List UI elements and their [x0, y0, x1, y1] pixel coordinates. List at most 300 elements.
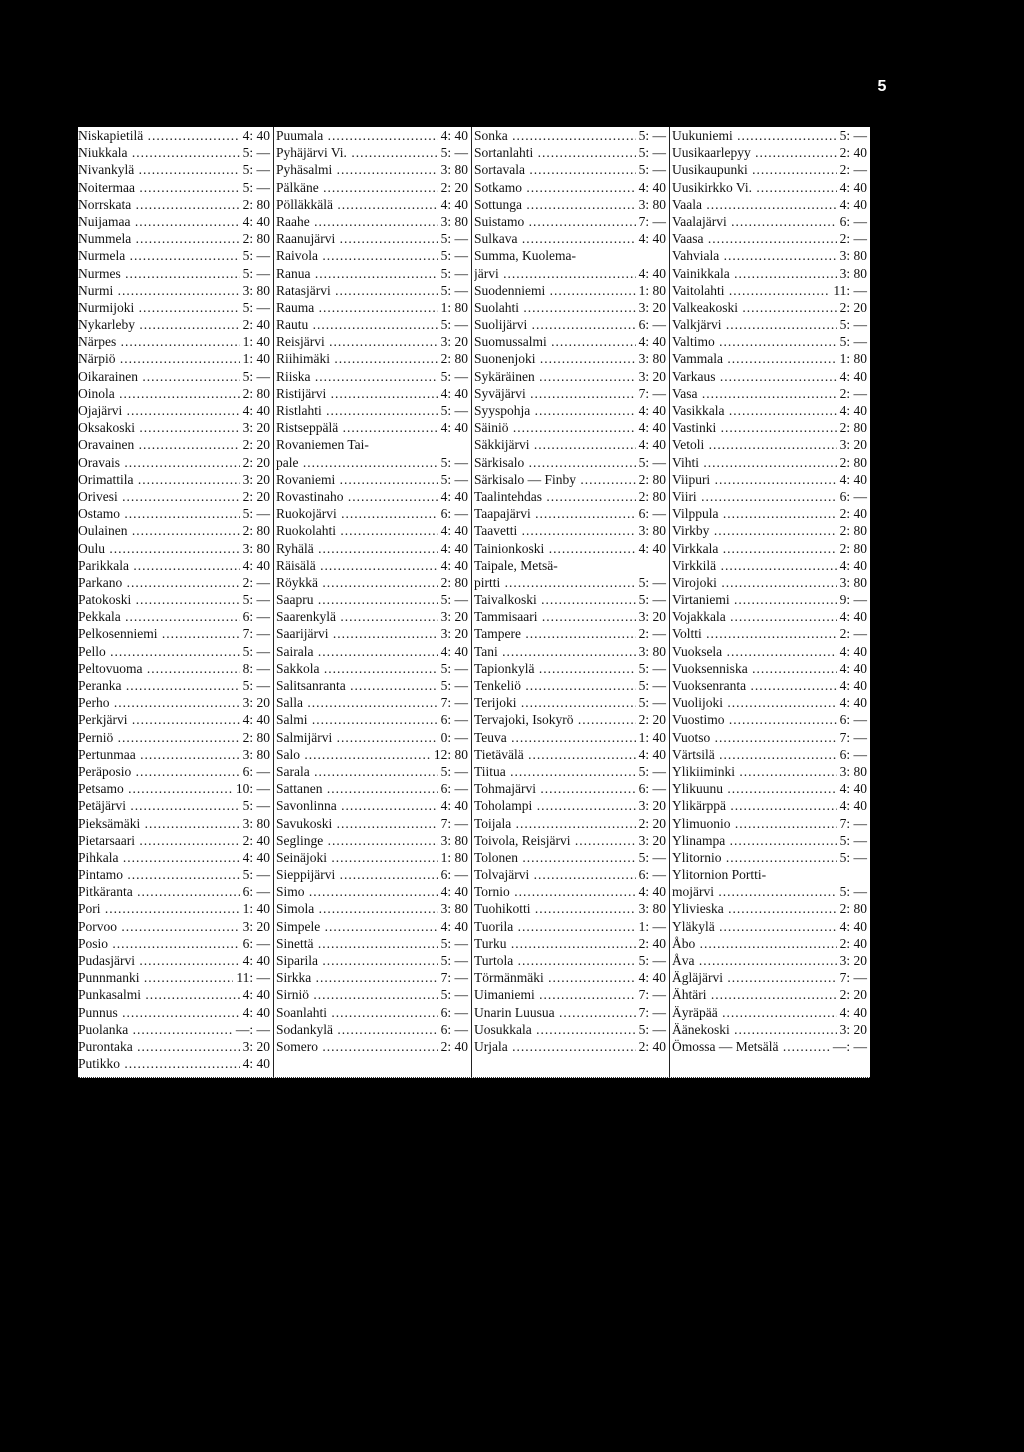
place-name: Turtola .....: [474, 952, 636, 969]
rate-value: 6: —: [839, 488, 867, 504]
list-item: [474, 402, 669, 419]
place-name: Saapru .....: [276, 591, 438, 608]
list-item: [276, 711, 471, 728]
place-name: Vaala .....: [672, 196, 837, 213]
list-item: [276, 918, 471, 935]
list-item: [78, 557, 273, 574]
list-item: [672, 849, 870, 866]
place-name: Tani .....: [474, 643, 636, 660]
list-item: [474, 918, 669, 935]
place-name: Virkkilä .....: [672, 557, 837, 574]
rate-value: 5: —: [440, 248, 468, 264]
list-item: [276, 986, 471, 1003]
place-name: Tampere .....: [474, 625, 636, 642]
list-item: [474, 780, 669, 797]
place-name: Sortavala .....: [474, 161, 636, 178]
place-name: Nurmes .....: [78, 265, 240, 282]
rate-value: 2: 80: [839, 540, 867, 556]
place-name: Vihti .....: [672, 454, 837, 471]
place-name: Vahviala .....: [672, 247, 837, 264]
list-item: [276, 763, 471, 780]
rate-value: 5: —: [440, 145, 468, 161]
list-item: [474, 969, 669, 986]
place-name: Simo .....: [276, 883, 438, 900]
place-name: Punkasalmi .....: [78, 986, 240, 1003]
rate-value: 5: —: [440, 317, 468, 333]
rate-value: 7: —: [638, 213, 666, 229]
list-item: [474, 608, 669, 625]
rate-value: 3: 80: [839, 265, 867, 281]
list-item: [276, 299, 471, 316]
place-name: Pälkäne .....: [276, 179, 438, 196]
place-name: Pudasjärvi .....: [78, 952, 240, 969]
list-item: [78, 436, 273, 453]
place-name: Nummela .....: [78, 230, 240, 247]
rate-value: 2: —: [839, 626, 867, 642]
list-item: [672, 196, 870, 213]
rate-value: 4: 40: [440, 540, 468, 556]
place-name: Åva .....: [672, 952, 837, 969]
list-item: [672, 952, 870, 969]
place-name: Virkkala .....: [672, 540, 837, 557]
place-name: Peltovuoma .....: [78, 660, 240, 677]
place-name: Vuostimo .....: [672, 711, 837, 728]
place-name: Soanlahti .....: [276, 1004, 438, 1021]
rate-value: 5: —: [440, 403, 468, 418]
rate-value: 3: 80: [638, 643, 666, 659]
rate-value: 11: —: [833, 282, 867, 298]
rate-value: 2: 80: [638, 488, 666, 504]
rate-value: 4: 40: [839, 557, 867, 573]
place-name: Pekkala .....: [78, 608, 240, 625]
list-item: [474, 849, 669, 866]
rate-value: 12: 80: [433, 746, 468, 762]
place-name: Värtsilä .....: [672, 746, 837, 763]
rate-value: 6: —: [839, 712, 867, 728]
rate-value: 4: 40: [839, 678, 867, 693]
rate-value: 6: —: [440, 867, 468, 883]
list-item: [78, 419, 273, 436]
rate-value: 4: 40: [440, 798, 468, 814]
place-name: Teuva .....: [474, 729, 636, 746]
place-name: Raahe .....: [276, 213, 438, 230]
rate-value: 5: —: [440, 763, 468, 779]
place-name: Vasa .....: [672, 385, 837, 402]
list-item: [672, 179, 870, 196]
place-name: Uusikaupunki .....: [672, 161, 837, 178]
list-item: [672, 299, 870, 316]
rate-value: 4: 40: [440, 196, 468, 212]
place-name: Ylikuunu .....: [672, 780, 837, 797]
place-name: Parkano .....: [78, 574, 240, 591]
list-item: [672, 797, 870, 814]
place-name: Ranua .....: [276, 265, 438, 282]
list-item: [276, 952, 471, 969]
place-name: Vuoksela .....: [672, 643, 837, 660]
list-item: [672, 746, 870, 763]
table-column: [78, 127, 274, 1077]
list-item: [474, 230, 669, 247]
list-item: [474, 557, 669, 574]
rate-value: 5: —: [242, 248, 270, 264]
place-name: Punnus .....: [78, 1004, 240, 1021]
rate-value: 4: 40: [242, 849, 270, 865]
list-item: [672, 333, 870, 350]
rate-value: 3: 20: [440, 334, 468, 350]
place-name: Ylitornion Portti-: [672, 867, 767, 883]
rate-value: 6: —: [440, 1021, 468, 1037]
rate-value: 2: 40: [440, 1038, 468, 1054]
list-item: [474, 522, 669, 539]
list-item: [78, 849, 273, 866]
place-name: pale .....: [276, 454, 438, 471]
place-name: Ähtäri .....: [672, 986, 837, 1003]
list-item: [474, 660, 669, 677]
place-name: Norrskata .....: [78, 196, 240, 213]
rate-value: 3: 20: [242, 1038, 270, 1054]
rate-value: 6: —: [839, 746, 867, 762]
list-item: [78, 711, 273, 728]
rate-value: 3: 20: [242, 695, 270, 711]
rate-value: 1: 40: [242, 901, 270, 917]
list-item: [78, 883, 273, 900]
list-item: [276, 660, 471, 677]
place-name: Toijala .....: [474, 815, 636, 832]
rate-value: 4: 40: [440, 488, 468, 504]
list-item: [276, 316, 471, 333]
list-item: [276, 849, 471, 866]
place-name: Seinäjoki .....: [276, 849, 438, 866]
place-name: Suonenjoki .....: [474, 350, 636, 367]
rate-value: 3: 80: [242, 746, 270, 762]
list-item: [78, 625, 273, 642]
place-name: Unarin Luusua .....: [474, 1004, 636, 1021]
place-name: Pelkosenniemi .....: [78, 625, 240, 642]
rate-value: 7: —: [638, 1004, 666, 1020]
list-item: [276, 1038, 471, 1055]
list-item: [672, 505, 870, 522]
list-item: [474, 368, 669, 385]
list-item: [474, 179, 669, 196]
list-item: [672, 918, 870, 935]
rate-value: 4: 40: [242, 953, 270, 968]
place-name: Voltti .....: [672, 625, 837, 642]
place-name: Vuoksenranta .....: [672, 677, 837, 694]
list-item: [276, 883, 471, 900]
list-item: [672, 711, 870, 728]
rate-value: 3: 80: [638, 523, 666, 539]
place-name: Ylivieska .....: [672, 900, 837, 917]
place-name: Uukuniemi .....: [672, 127, 837, 144]
list-item: [78, 900, 273, 917]
place-name: Vastinki .....: [672, 419, 837, 436]
rate-value: 11: —: [236, 970, 270, 986]
rate-value: 3: 80: [638, 351, 666, 367]
place-name: Salla .....: [276, 694, 438, 711]
rate-value: 3: 80: [638, 196, 666, 212]
list-item: [474, 866, 669, 883]
list-item: [276, 179, 471, 196]
rate-value: 7: —: [638, 385, 666, 401]
rate-value: 3: 20: [638, 798, 666, 814]
rate-value: 5: —: [638, 849, 666, 865]
list-item: [474, 952, 669, 969]
rate-value: 2: 40: [638, 935, 666, 951]
list-item: [672, 832, 870, 849]
rate-value: 5: —: [440, 471, 468, 487]
rate-value: 6: —: [638, 317, 666, 333]
table-column: [276, 127, 472, 1077]
rate-value: 2: —: [638, 626, 666, 642]
list-item: [672, 522, 870, 539]
place-name: Åbo .....: [672, 935, 837, 952]
rate-value: 4: 40: [839, 609, 867, 625]
list-item: [78, 402, 273, 419]
list-item: [276, 265, 471, 282]
rate-value: 1: —: [638, 918, 666, 934]
place-name: Röykkä .....: [276, 574, 438, 591]
place-name: Pieksämäki .....: [78, 815, 240, 832]
place-name: järvi .....: [474, 265, 636, 282]
place-name: Uusikirkko Vi. .....: [672, 179, 837, 196]
list-item: [672, 350, 870, 367]
list-item: [78, 522, 273, 539]
rate-value: 4: 40: [839, 781, 867, 797]
place-name: Rovaniemi .....: [276, 471, 438, 488]
rate-value: 2: 80: [638, 471, 666, 487]
list-item: [276, 230, 471, 247]
place-name: Ruokojärvi .....: [276, 505, 438, 522]
list-item: [474, 900, 669, 917]
rate-value: 2: 40: [638, 1038, 666, 1054]
place-name: Taavetti .....: [474, 522, 636, 539]
place-name: Nurmi .....: [78, 282, 240, 299]
rate-value: 3: 20: [638, 368, 666, 384]
place-name: Nivankylä .....: [78, 161, 240, 178]
rate-value: 6: —: [440, 712, 468, 728]
rate-value: 2: 80: [839, 523, 867, 539]
place-name: Vammala .....: [672, 350, 837, 367]
list-item: [78, 694, 273, 711]
rate-value: 2: 20: [440, 179, 468, 195]
list-item: [672, 213, 870, 230]
place-name: Äänekoski .....: [672, 1021, 837, 1038]
place-name: Ruokolahti .....: [276, 522, 438, 539]
list-item: [78, 969, 273, 986]
list-item: [474, 797, 669, 814]
rate-value: 7: —: [440, 695, 468, 711]
rate-value: 4: 40: [440, 128, 468, 143]
rate-value: 4: 40: [839, 196, 867, 212]
rate-value: 2: —: [839, 385, 867, 401]
place-name: Oulainen .....: [78, 522, 240, 539]
list-item: [276, 815, 471, 832]
place-name: Sattanen .....: [276, 780, 438, 797]
list-item: [78, 608, 273, 625]
rate-value: 4: 40: [242, 1004, 270, 1020]
place-name: Oulu .....: [78, 540, 240, 557]
place-name: Reisjärvi .....: [276, 333, 438, 350]
list-item: [276, 522, 471, 539]
place-name: Virkby .....: [672, 522, 837, 539]
rate-value: 8: —: [242, 660, 270, 676]
rate-value: 2: 80: [242, 729, 270, 745]
rate-value: 3: 20: [839, 1021, 867, 1037]
list-item: [672, 780, 870, 797]
rate-value: 3: 20: [440, 626, 468, 642]
list-item: [276, 282, 471, 299]
list-item: [474, 883, 669, 900]
list-item: [78, 591, 273, 608]
rate-value: 5: —: [638, 162, 666, 178]
rate-value: 2: 80: [242, 523, 270, 539]
rate-value: 5: —: [839, 884, 867, 900]
list-item: [78, 505, 273, 522]
list-item: [672, 1004, 870, 1021]
place-name: Ostamo .....: [78, 505, 240, 522]
rate-value: 3: 20: [242, 420, 270, 436]
list-item: [276, 247, 471, 264]
list-item: [672, 265, 870, 282]
place-name: Sottunga .....: [474, 196, 636, 213]
place-name: Rauma .....: [276, 299, 438, 316]
rate-value: 6: —: [638, 506, 666, 522]
list-item: [672, 763, 870, 780]
list-item: [672, 1021, 870, 1038]
list-item: [672, 419, 870, 436]
rate-value: 6: —: [440, 1004, 468, 1020]
place-name: pirtti .....: [474, 574, 636, 591]
place-name: Saarijärvi .....: [276, 625, 438, 642]
list-item: [474, 282, 669, 299]
place-name: Seglinge .....: [276, 832, 438, 849]
list-item: [276, 540, 471, 557]
place-name: Taipale, Metsä-: [474, 557, 558, 573]
list-item: [672, 883, 870, 900]
rate-value: 4: 40: [440, 523, 468, 539]
rate-value: 7: —: [440, 815, 468, 831]
place-name: Sotkamo .....: [474, 179, 636, 196]
list-item: [672, 969, 870, 986]
place-name: Summa, Kuolema-: [474, 248, 576, 264]
rate-value: 3: 20: [638, 609, 666, 625]
list-item: [276, 625, 471, 642]
rate-value: 2: 80: [839, 420, 867, 436]
place-name: Riihimäki .....: [276, 350, 438, 367]
rate-value: 7: —: [839, 729, 867, 745]
place-name: Vuolijoki .....: [672, 694, 837, 711]
place-name: Nurmela .....: [78, 247, 240, 264]
list-item: [78, 660, 273, 677]
place-name: Vainikkala .....: [672, 265, 837, 282]
place-name: Sairala .....: [276, 643, 438, 660]
list-item: [78, 935, 273, 952]
rate-value: 3: 80: [440, 832, 468, 848]
place-name: Pintamo .....: [78, 866, 240, 883]
rate-value: 1: 40: [242, 334, 270, 350]
rate-value: 4: 40: [839, 798, 867, 814]
rate-value: 3: 80: [839, 574, 867, 590]
rate-value: 4: 40: [839, 403, 867, 418]
list-item: [78, 179, 273, 196]
list-item: [276, 969, 471, 986]
place-name: Uosukkala .....: [474, 1021, 636, 1038]
place-name: Savukoski .....: [276, 815, 438, 832]
rate-value: 4: 40: [242, 557, 270, 573]
place-name: Puolanka .....: [78, 1021, 233, 1038]
place-name: Pyhäsalmi .....: [276, 161, 438, 178]
place-name: Taalintehdas .....: [474, 488, 636, 505]
place-name: Sarala .....: [276, 763, 438, 780]
rate-value: 4: 40: [440, 918, 468, 934]
list-item: [276, 643, 471, 660]
rate-value: 5: —: [440, 454, 468, 470]
list-item: [276, 368, 471, 385]
rate-value: 4: 40: [638, 540, 666, 556]
place-name: Vaitolahti .....: [672, 282, 830, 299]
rate-value: 4: 40: [440, 643, 468, 659]
list-item: [276, 350, 471, 367]
list-item: [276, 694, 471, 711]
list-item: [276, 746, 471, 763]
place-name: Uusikaarlepyy .....: [672, 144, 837, 161]
rate-value: 5: —: [440, 953, 468, 968]
rate-value: 5: —: [638, 145, 666, 161]
place-name: Nurmijoki .....: [78, 299, 240, 316]
place-name: Sirniö .....: [276, 986, 438, 1003]
place-name: Puumala .....: [276, 127, 438, 144]
list-item: [672, 385, 870, 402]
list-item: [474, 161, 669, 178]
place-name: Tenkeliö .....: [474, 677, 636, 694]
list-item: [78, 385, 273, 402]
list-item: [276, 608, 471, 625]
rate-value: 2: 80: [839, 454, 867, 470]
place-name: Tolonen .....: [474, 849, 636, 866]
list-item: [672, 161, 870, 178]
rate-value: 2: 20: [839, 987, 867, 1003]
place-name: Suistamo .....: [474, 213, 636, 230]
place-name: Suomussalmi .....: [474, 333, 636, 350]
place-name: Petäjärvi .....: [78, 797, 240, 814]
rate-value: 4: 40: [638, 265, 666, 281]
rate-value: 4: 40: [839, 471, 867, 487]
place-name: Sieppijärvi .....: [276, 866, 438, 883]
place-name: Ägläjärvi .....: [672, 969, 837, 986]
list-item: [474, 625, 669, 642]
place-name: Raivola .....: [276, 247, 438, 264]
list-item: [474, 196, 669, 213]
rate-value: 5: —: [440, 987, 468, 1003]
place-name: Ylimuonio .....: [672, 815, 837, 832]
rate-value: 4: 40: [839, 695, 867, 711]
rate-value: 3: 20: [242, 918, 270, 934]
list-item: [672, 1038, 870, 1055]
list-item: [276, 419, 471, 436]
list-item: [78, 1055, 273, 1072]
rate-value: 4: 40: [638, 179, 666, 195]
rate-value: 5: —: [638, 660, 666, 676]
place-name: Vojakkala .....: [672, 608, 837, 625]
list-item: [474, 505, 669, 522]
rate-value: 1: 80: [440, 849, 468, 865]
place-name: Pietarsaari .....: [78, 832, 240, 849]
place-name: Särkisalo — Finby .....: [474, 471, 636, 488]
list-item: [276, 454, 471, 471]
rate-value: 4: 40: [440, 385, 468, 401]
list-item: [672, 282, 870, 299]
list-item: [672, 900, 870, 917]
